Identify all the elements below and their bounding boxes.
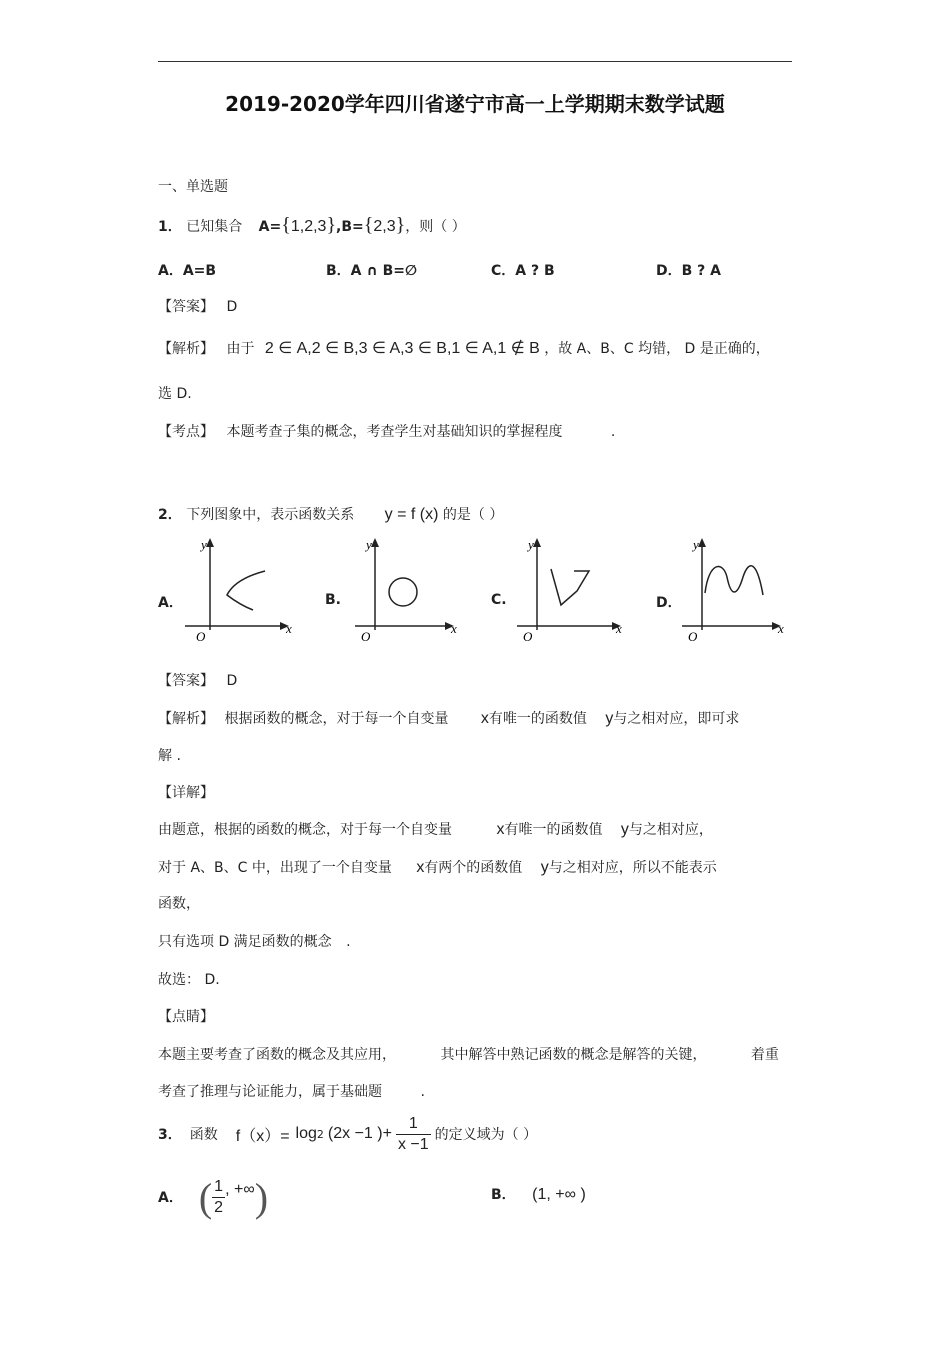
detail-text: 对于 A、B、C 中，出现了一个自变量 — [158, 860, 392, 876]
option-label: A． — [158, 1190, 183, 1206]
right-brace: } — [326, 214, 337, 236]
point-text: 本题考查子集的概念，考查学生对基础知识的掌握程度 — [226, 424, 563, 440]
review-text: 考查了推理与论证能力，属于基础题 — [158, 1084, 382, 1100]
option-value: (1, +∞ ) — [532, 1186, 586, 1203]
variable-y: y — [540, 859, 549, 876]
question-1-stem — [158, 214, 466, 237]
q1-option-a: A．A=B — [158, 263, 217, 279]
question-2-stem — [158, 504, 503, 524]
detail-text: 与之相对应， — [628, 822, 713, 838]
curve — [227, 571, 265, 610]
question-text: 函数 — [189, 1127, 218, 1143]
zigzag-curve — [551, 569, 589, 605]
interval-upper: , +∞ — [225, 1181, 255, 1198]
detail-text: 有两个的函数值 — [424, 860, 523, 876]
answer-value: D — [226, 673, 238, 689]
set-b-label: ,B= — [336, 219, 364, 235]
question-3-stem — [158, 1110, 537, 1158]
detail-text: 只有选项 D 满足函数的概念 — [158, 934, 332, 950]
graph-a — [185, 535, 300, 650]
question-tail: 的是（ ） — [442, 507, 504, 523]
q2-detail-label: 【详解】 — [158, 785, 214, 801]
detail-text: 有唯一的函数值 — [504, 822, 603, 838]
fraction — [212, 1177, 225, 1216]
fraction-denominator: x −1 — [397, 1135, 429, 1153]
q2-analysis-line2: 解 . — [158, 748, 181, 764]
y-axis-label: y — [366, 537, 372, 552]
q2-analysis — [158, 708, 739, 728]
q2-detail-line5: 故选： D. — [158, 972, 220, 988]
analysis-intro: 由于 — [226, 341, 255, 357]
analysis-label: 【解析】 — [158, 341, 214, 357]
q3-option-b — [491, 1184, 586, 1204]
variable-y: y — [605, 710, 614, 727]
detail-text: 由题意，根据的函数的概念，对于每一个自变量 — [158, 822, 452, 838]
graph-c — [512, 535, 627, 650]
origin-label: O — [361, 629, 371, 644]
y-axis-label: y — [201, 537, 207, 552]
point-period: . — [610, 424, 616, 440]
function-lhs: f（x）= — [235, 1127, 290, 1145]
left-brace: { — [363, 214, 374, 236]
q2-detail-line1 — [158, 819, 713, 839]
q2-review-label: 【点睛】 — [158, 1009, 214, 1025]
log-symbol: log — [295, 1125, 317, 1142]
q1-knowledge-point — [158, 421, 615, 441]
circle-curve — [389, 578, 417, 606]
graph-c-label: C. — [491, 592, 507, 608]
q2-detail-line4 — [158, 931, 351, 951]
graph-b — [350, 535, 465, 650]
set-a-label: A= — [258, 219, 282, 235]
y-arrow — [698, 538, 706, 547]
q2-review-line1 — [158, 1044, 779, 1064]
origin-label: O — [688, 629, 698, 644]
set-b-elements: 2,3 — [373, 218, 396, 235]
page-title: 2019-2020学年四川省遂宁市高一上学期期末数学试题 — [225, 92, 725, 116]
left-brace: { — [281, 214, 291, 236]
fraction-numerator: 1 — [212, 1177, 225, 1197]
origin-label: O — [196, 629, 206, 644]
analysis-text: 有唯一的函数值 — [488, 711, 587, 727]
question-number: 2． — [158, 507, 182, 523]
analysis-formula: 2 ∈ A,2 ∈ B,3 ∈ A,3 ∈ B,1 ∈ A,1 ∉ B — [264, 340, 540, 357]
y-axis-label: y — [693, 537, 699, 552]
variable-x: x — [480, 710, 489, 727]
analysis-text: 与之相对应，即可求 — [613, 711, 740, 727]
x-axis-label: x — [616, 621, 622, 636]
q2-review-line2 — [158, 1081, 425, 1101]
detail-period: . — [346, 934, 351, 950]
variable-x: x — [416, 859, 425, 876]
answer-value: D — [226, 299, 238, 315]
function-notation: y = f (x) — [384, 506, 439, 523]
graph-d-label: D． — [656, 595, 682, 611]
review-period: . — [420, 1084, 425, 1100]
y-arrow — [533, 538, 541, 547]
detail-text: 与之相对应，所以不能表示 — [548, 860, 717, 876]
review-text: 其中解答中熟记函数的概念是解答的关键， — [440, 1047, 707, 1063]
right-paren: ) — [254, 1174, 269, 1220]
y-arrow — [371, 538, 379, 547]
q2-detail-line2 — [158, 857, 717, 877]
graph-d — [677, 535, 792, 650]
analysis-text: 根据函数的概念，对于每一个自变量 — [224, 711, 449, 727]
q1-answer — [158, 296, 237, 316]
variable-y: y — [620, 821, 629, 838]
q2-detail-line3: 函数， — [158, 896, 200, 912]
question-text: 已知集合 — [186, 219, 243, 235]
graph-a-label: A． — [158, 595, 183, 611]
q1-option-d: D．B ? A — [656, 263, 721, 279]
q1-option-c: C．A ? B — [491, 263, 555, 279]
left-paren: ( — [198, 1174, 213, 1220]
point-label: 【考点】 — [158, 424, 214, 440]
set-a-elements: 1,2,3 — [290, 218, 327, 235]
analysis-conclusion: ，故 A、B、C 均错， D 是正确的， — [544, 341, 770, 357]
right-brace: } — [395, 214, 406, 236]
x-axis-label: x — [286, 621, 292, 636]
header-rule — [158, 61, 792, 62]
q1-analysis — [158, 338, 770, 358]
q1-option-b: B．A ∩ B=∅ — [326, 263, 418, 279]
question-tail: 的定义域为（ ） — [434, 1127, 538, 1143]
x-axis-label: x — [778, 621, 784, 636]
variable-x: x — [496, 821, 505, 838]
review-text: 着重 — [750, 1047, 779, 1063]
answer-label: 【答案】 — [158, 299, 214, 315]
fraction — [396, 1114, 431, 1153]
question-number: 3． — [158, 1127, 182, 1143]
question-tail: ，则（ ） — [405, 219, 466, 235]
question-text: 下列图象中，表示函数关系 — [186, 507, 355, 523]
graph-b-label: B. — [325, 592, 341, 608]
question-number: 1． — [158, 219, 182, 235]
option-label: B． — [491, 1187, 516, 1203]
y-axis-label: y — [528, 537, 534, 552]
q2-answer — [158, 670, 237, 690]
wave-curve — [705, 566, 763, 595]
log-base: 2 — [316, 1127, 324, 1141]
answer-label: 【答案】 — [158, 673, 214, 689]
section-heading: 一、单选题 — [158, 179, 228, 195]
q3-option-a — [158, 1172, 268, 1222]
x-axis-label: x — [451, 621, 457, 636]
origin-label: O — [523, 629, 533, 644]
analysis-label: 【解析】 — [158, 711, 214, 727]
q1-analysis-line2: 选 D. — [158, 386, 192, 402]
fraction-denominator: 2 — [214, 1198, 224, 1216]
y-arrow — [206, 538, 214, 547]
log-argument: (2x −1 )+ — [327, 1125, 392, 1142]
fraction-numerator: 1 — [396, 1114, 431, 1134]
review-text: 本题主要考查了函数的概念及其应用， — [158, 1047, 396, 1063]
